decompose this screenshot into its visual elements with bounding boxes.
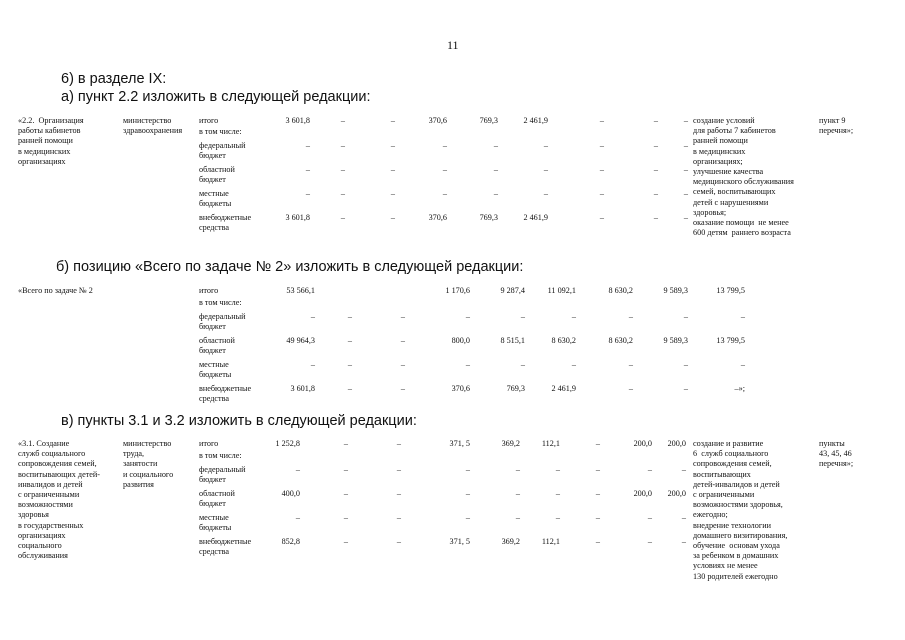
amount-cell: 112,1 — [541, 439, 560, 448]
amount-cell: 1 252,8 — [275, 439, 300, 448]
amount-cell: – — [595, 537, 600, 546]
funding-source: федеральный бюджет — [199, 312, 246, 332]
amount-cell: – — [465, 489, 470, 498]
amount-cell: – — [396, 537, 401, 546]
amount-cell: – — [347, 360, 352, 369]
amount-cell: – — [647, 537, 652, 546]
amount-cell: 3 601,8 — [285, 213, 310, 222]
amount-cell: – — [555, 513, 560, 522]
funding-source: местные бюджеты — [199, 189, 232, 209]
amount-cell: – — [390, 189, 395, 198]
amount-cell: – — [347, 384, 352, 393]
amount-cell: – — [343, 465, 348, 474]
executor: министерство здравоохранения — [123, 116, 183, 136]
amount-cell: 2 461,9 — [523, 116, 548, 125]
amount-cell: 3 601,8 — [285, 116, 310, 125]
amount-cell: 200,0 — [633, 489, 652, 498]
amount-cell: 370,6 — [428, 213, 447, 222]
amount-cell: 1 170,6 — [445, 286, 470, 295]
amount-cell: – — [543, 165, 548, 174]
reference: пункты 43, 45, 46 перечня»; — [819, 439, 854, 469]
amount-cell: – — [683, 213, 688, 222]
amount-cell: – — [555, 489, 560, 498]
amount-cell: 112,1 — [541, 537, 560, 546]
amount-cell: 3 601,8 — [290, 384, 315, 393]
amount-cell: – — [555, 465, 560, 474]
amount-cell: – — [599, 165, 604, 174]
amount-cell: – — [390, 141, 395, 150]
amount-cell: – — [683, 165, 688, 174]
funding-source: областной бюджет — [199, 165, 235, 185]
measure-name: «Всего по задаче № 2 — [18, 286, 93, 295]
amount-cell: – — [347, 336, 352, 345]
amount-cell: – — [683, 141, 688, 150]
amount-cell: – — [400, 360, 405, 369]
amount-cell: 13 799,5 — [716, 286, 745, 295]
amount-cell: – — [340, 213, 345, 222]
amount-cell: – — [343, 537, 348, 546]
amount-cell: 8 630,2 — [551, 336, 576, 345]
amount-cell: – — [493, 141, 498, 150]
amount-cell: 370,6 — [428, 116, 447, 125]
amount-cell: – — [442, 189, 447, 198]
amount-cell: –»; — [734, 384, 745, 393]
amount-cell: 9 287,4 — [500, 286, 525, 295]
amount-cell: – — [571, 312, 576, 321]
amount-cell: – — [305, 165, 310, 174]
amount-cell: – — [681, 537, 686, 546]
funding-source: внебюджетные средства — [199, 213, 252, 233]
amount-cell: – — [681, 465, 686, 474]
amount-cell: 769,3 — [479, 116, 498, 125]
amount-cell: – — [396, 439, 401, 448]
amount-cell: 369,2 — [501, 537, 520, 546]
amount-cell: – — [340, 116, 345, 125]
amount-cell: – — [683, 116, 688, 125]
amount-cell: – — [515, 465, 520, 474]
amount-cell: 8 515,1 — [500, 336, 525, 345]
subsection-heading-c: в) пункты 3.1 и 3.2 изложить в следующей редакции: — [61, 413, 417, 429]
amount-cell: – — [595, 439, 600, 448]
funding-source: местные бюджеты — [199, 513, 232, 533]
amount-cell: – — [628, 360, 633, 369]
amount-cell: – — [390, 213, 395, 222]
amount-cell: – — [465, 465, 470, 474]
amount-cell: 400,0 — [281, 489, 300, 498]
amount-cell: – — [595, 465, 600, 474]
amount-cell: – — [599, 213, 604, 222]
amount-cell: – — [599, 141, 604, 150]
funding-source: внебюджетные средства — [199, 384, 252, 404]
amount-cell: – — [396, 465, 401, 474]
amount-cell: – — [647, 465, 652, 474]
funding-source: областной бюджет — [199, 336, 235, 356]
page-number: 11 — [447, 38, 459, 52]
amount-cell: – — [683, 312, 688, 321]
amount-cell: – — [628, 384, 633, 393]
amount-cell: – — [305, 141, 310, 150]
amount-cell: – — [653, 141, 658, 150]
amount-cell: – — [343, 513, 348, 522]
amount-cell: 11 092,1 — [547, 286, 576, 295]
amount-cell: – — [442, 141, 447, 150]
amount-cell: – — [493, 189, 498, 198]
funding-source: областной бюджет — [199, 489, 235, 509]
amount-cell: 2 461,9 — [551, 384, 576, 393]
amount-cell: – — [343, 489, 348, 498]
amount-cell: – — [390, 165, 395, 174]
amount-cell: – — [520, 312, 525, 321]
funding-source: в том числе: — [199, 127, 242, 136]
reference: пункт 9 перечня»; — [819, 116, 854, 136]
amount-cell: – — [683, 189, 688, 198]
amount-cell: – — [295, 513, 300, 522]
amount-cell: – — [681, 513, 686, 522]
amount-cell: – — [653, 213, 658, 222]
amount-cell: 200,0 — [667, 439, 686, 448]
subsection-heading-b: б) позицию «Всего по задаче № 2» изложить в следующей редакции: — [56, 259, 524, 275]
amount-cell: – — [465, 360, 470, 369]
measure-name: «2.2. Организация работы кабинетов ранней помощи в медицинских организациях — [18, 116, 84, 166]
amount-cell: 371, 5 — [449, 439, 470, 448]
amount-cell: 852,8 — [281, 537, 300, 546]
amount-cell: – — [740, 360, 745, 369]
amount-cell: – — [515, 489, 520, 498]
funding-source: федеральный бюджет — [199, 141, 246, 161]
funding-source: итого — [199, 116, 219, 125]
amount-cell: 369,2 — [501, 439, 520, 448]
amount-cell: – — [400, 312, 405, 321]
amount-cell: 200,0 — [667, 489, 686, 498]
amount-cell: – — [400, 384, 405, 393]
amount-cell: 13 799,5 — [716, 336, 745, 345]
amount-cell: – — [465, 513, 470, 522]
section-heading: 6) в разделе IX: — [61, 71, 167, 87]
amount-cell: – — [343, 439, 348, 448]
amount-cell: – — [310, 312, 315, 321]
expected-result: создание и развитие 6 служб социального сопровождения семей, воспитывающих детей-инвалидов и детей с ограниченными возможностями здоровья, ежегодно; внедрение технологии домашнего визитирования, обучение основам ухода за ребенком в домашних условиях не менее 130 родителей ежегодно — [693, 439, 788, 581]
funding-source: местные бюджеты — [199, 360, 232, 380]
funding-source: итого — [199, 439, 219, 448]
amount-cell: – — [520, 360, 525, 369]
funding-source: в том числе: — [199, 298, 242, 307]
amount-cell: – — [740, 312, 745, 321]
funding-source: итого — [199, 286, 219, 295]
funding-source: внебюджетные средства — [199, 537, 252, 557]
executor: министерство труда, занятости и социального развития — [123, 439, 174, 489]
amount-cell: – — [305, 189, 310, 198]
amount-cell: 371, 5 — [449, 537, 470, 546]
funding-source: в том числе: — [199, 451, 242, 460]
amount-cell: – — [465, 312, 470, 321]
amount-cell: 8 630,2 — [608, 336, 633, 345]
amount-cell: – — [599, 189, 604, 198]
amount-cell: – — [295, 465, 300, 474]
amount-cell: – — [340, 189, 345, 198]
amount-cell: – — [396, 513, 401, 522]
amount-cell: – — [595, 513, 600, 522]
amount-cell: 800,0 — [451, 336, 470, 345]
amount-cell: – — [543, 189, 548, 198]
amount-cell: 9 589,3 — [663, 286, 688, 295]
amount-cell: – — [340, 165, 345, 174]
amount-cell: – — [653, 165, 658, 174]
amount-cell: – — [340, 141, 345, 150]
subsection-heading-a: а) пункт 2.2 изложить в следующей редакции: — [61, 89, 371, 105]
amount-cell: – — [493, 165, 498, 174]
amount-cell: – — [571, 360, 576, 369]
amount-cell: – — [396, 489, 401, 498]
amount-cell: – — [647, 513, 652, 522]
amount-cell: 769,3 — [479, 213, 498, 222]
amount-cell: – — [310, 360, 315, 369]
amount-cell: 53 566,1 — [286, 286, 315, 295]
amount-cell: 200,0 — [633, 439, 652, 448]
amount-cell: – — [543, 141, 548, 150]
measure-name: «3.1. Создание служб социального сопровождения семей, воспитывающих детей- инвалидов и детей с ограниченными возможностями здоровья в государственных организациях социального обслуживания — [18, 439, 101, 561]
amount-cell: – — [595, 489, 600, 498]
amount-cell: – — [653, 189, 658, 198]
amount-cell: – — [390, 116, 395, 125]
funding-source: федеральный бюджет — [199, 465, 246, 485]
expected-result: создание условий для работы 7 кабинетов ранней помощи в медицинских организациях; улучшение качества медицинского обслуживания семей, воспитывающих детей с нарушениями здоровья; оказание помощи не менее 600 детям раннего возраста — [693, 116, 794, 238]
amount-cell: – — [599, 116, 604, 125]
amount-cell: 8 630,2 — [608, 286, 633, 295]
amount-cell: – — [515, 513, 520, 522]
amount-cell: – — [442, 165, 447, 174]
amount-cell: – — [628, 312, 633, 321]
amount-cell: 9 589,3 — [663, 336, 688, 345]
amount-cell: 370,6 — [451, 384, 470, 393]
amount-cell: – — [683, 384, 688, 393]
amount-cell: 2 461,9 — [523, 213, 548, 222]
amount-cell: – — [400, 336, 405, 345]
amount-cell: 769,3 — [506, 384, 525, 393]
amount-cell: – — [653, 116, 658, 125]
amount-cell: – — [683, 360, 688, 369]
amount-cell: 49 964,3 — [286, 336, 315, 345]
amount-cell: – — [347, 312, 352, 321]
